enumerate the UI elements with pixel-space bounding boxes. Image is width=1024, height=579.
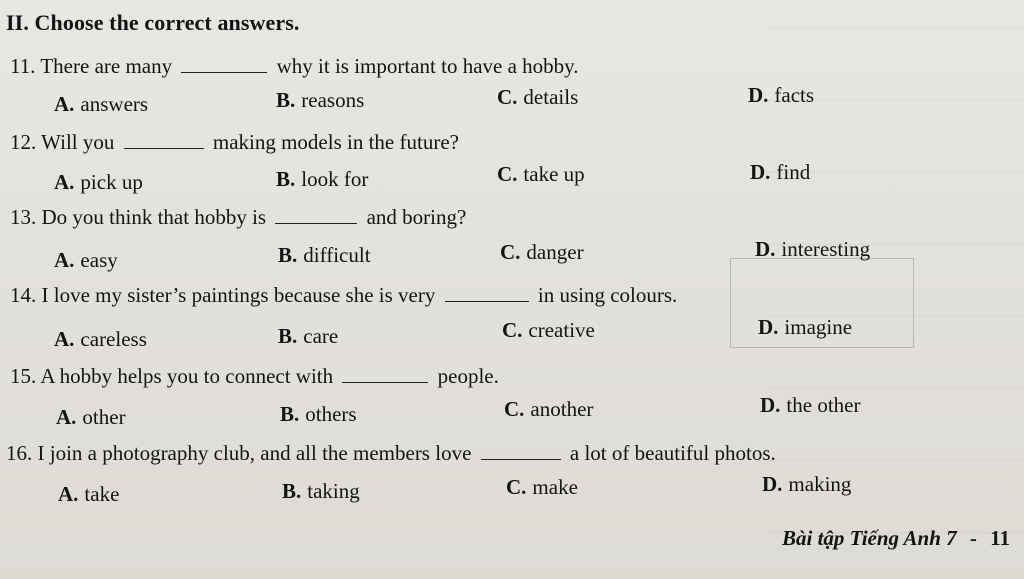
question-text-after: and boring?	[366, 205, 467, 229]
option-a: A. easy	[54, 248, 118, 272]
book-title: Bài tập Tiếng Anh 7	[782, 526, 957, 550]
question-text-before: A hobby helps you to connect with	[40, 364, 334, 388]
answer-blank	[124, 147, 204, 149]
question-text-after: in using colours.	[537, 283, 678, 307]
section-title: II. Choose the correct answers.	[6, 10, 300, 35]
question-text-before: Do you think that hobby is	[41, 205, 267, 229]
option-a: A. answers	[54, 92, 149, 116]
question-text-before: I join a photography club, and all the members love	[37, 441, 472, 465]
option-c: C. make	[506, 475, 578, 499]
option-d: D. the other	[760, 393, 861, 417]
question-text-after: people.	[437, 364, 499, 388]
question-12	[10, 130, 459, 155]
page-footer	[782, 526, 1010, 551]
option-d: D. facts	[748, 83, 815, 107]
question-13	[10, 205, 466, 230]
option-c: C. take up	[497, 162, 585, 186]
option-a: A. pick up	[54, 170, 143, 194]
option-c: C. creative	[502, 318, 595, 342]
question-14	[10, 283, 677, 308]
option-a: A. other	[56, 405, 126, 429]
question-11	[10, 54, 579, 79]
question-number: 11.	[10, 54, 36, 78]
option-b: B. care	[278, 324, 339, 348]
option-b: B. difficult	[278, 243, 371, 267]
question-text-after: why it is important to have a hobby.	[276, 54, 579, 78]
question-15	[10, 364, 499, 389]
question-text-after: making models in the future?	[212, 130, 459, 154]
answer-blank	[275, 222, 357, 224]
answer-blank	[181, 71, 267, 73]
option-d: D. imagine	[758, 315, 853, 339]
question-text-before: There are many	[40, 54, 173, 78]
option-b: B. taking	[282, 479, 360, 503]
question-number: 12.	[10, 130, 37, 154]
question-number: 15.	[10, 364, 37, 388]
question-text-before: Will you	[41, 130, 115, 154]
question-number: 14.	[10, 283, 37, 307]
option-c: C. another	[504, 397, 594, 421]
option-d: D. making	[762, 472, 852, 496]
footer-separator: -	[969, 526, 977, 550]
option-b: B. reasons	[276, 88, 365, 112]
option-d: D. find	[750, 160, 811, 184]
option-d: D. interesting	[755, 237, 871, 261]
question-number: 16.	[6, 441, 33, 465]
option-a: A. careless	[54, 327, 147, 351]
answer-blank	[342, 381, 428, 383]
question-text-before: I love my sister’s paintings because she is very	[41, 283, 436, 307]
page-number: 11	[990, 526, 1010, 550]
question-number: 13.	[10, 205, 37, 229]
option-b: B. others	[280, 402, 357, 426]
question-16	[6, 441, 776, 466]
answer-blank	[445, 300, 529, 302]
option-b: B. look for	[276, 167, 369, 191]
answer-blank	[481, 458, 561, 460]
option-c: C. danger	[500, 240, 584, 264]
question-text-after: a lot of beautiful photos.	[569, 441, 776, 465]
option-a: A. take	[58, 482, 120, 506]
option-c: C. details	[497, 85, 579, 109]
